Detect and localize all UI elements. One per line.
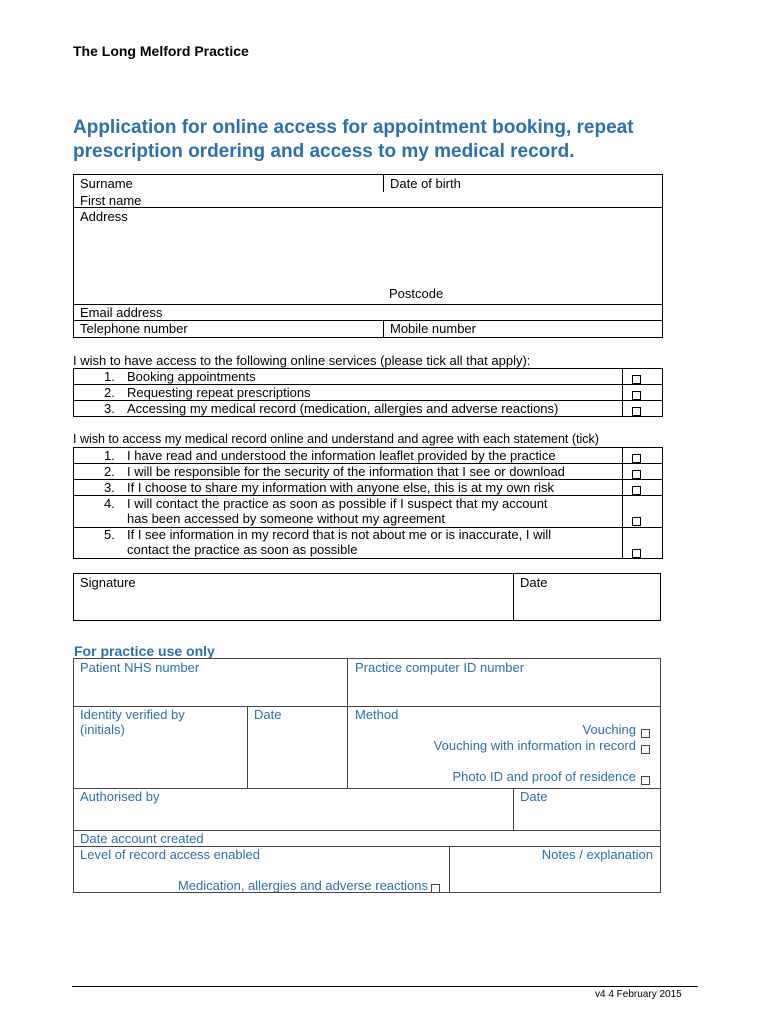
service-num: 1.: [104, 369, 115, 384]
account-created-field[interactable]: Date account created: [80, 831, 204, 846]
address-label[interactable]: Address: [80, 209, 128, 224]
service-num: 3.: [104, 401, 115, 416]
signature-table: [73, 573, 661, 621]
service-record-label: Accessing my medical record (medication, allergies and adverse reactions): [127, 401, 559, 416]
checkbox-record[interactable]: [632, 403, 641, 421]
method-label: Method: [355, 707, 399, 722]
checkbox-icon: [632, 454, 641, 463]
notes-field[interactable]: Notes / explanation: [541, 847, 653, 862]
record-access-level-label: Level of record access enabled: [80, 847, 260, 862]
footer-divider: [72, 986, 698, 987]
photo-id-label: Photo ID and proof of residence: [452, 769, 636, 784]
initials-label: (initials): [80, 722, 125, 737]
vouching-info-label: Vouching with information in record: [433, 738, 636, 753]
checkbox-statement-4[interactable]: [632, 513, 641, 531]
checkbox-icon: [431, 884, 440, 893]
telephone-label[interactable]: Telephone number: [80, 321, 188, 336]
statement-num: 3.: [104, 480, 115, 495]
first-name-label[interactable]: First name: [80, 193, 142, 208]
service-prescriptions-label: Requesting repeat prescriptions: [127, 385, 311, 400]
checkbox-icon: [632, 375, 641, 384]
surname-label[interactable]: Surname: [80, 176, 133, 191]
statement-num: 1.: [104, 448, 115, 463]
version-footer: v4 4 February 2015: [595, 989, 682, 1000]
checkbox-icon: [632, 517, 641, 526]
service-booking-label: Booking appointments: [127, 369, 256, 384]
checkbox-icon: [632, 486, 641, 495]
postcode-label[interactable]: Postcode: [389, 286, 444, 301]
dob-label[interactable]: Date of birth: [390, 176, 461, 191]
checkbox-icon: [632, 470, 641, 479]
statement-num: 5.: [104, 527, 115, 542]
statement-contact-line2: has been accessed by someone without my agreement: [127, 511, 445, 526]
checkbox-icon: [632, 391, 641, 400]
statement-share: If I choose to share my information with anyone else, this is at my own risk: [127, 480, 555, 495]
statements-intro: I wish to access my medical record online and understand and agree with each statement (tick): [73, 432, 599, 446]
checkbox-photo-id[interactable]: [641, 772, 650, 790]
computer-id-field[interactable]: Practice computer ID number: [355, 660, 525, 675]
checkbox-medication-access[interactable]: [431, 880, 440, 898]
checkbox-statement-5[interactable]: [632, 545, 641, 563]
vouching-label: Vouching: [582, 722, 636, 737]
statement-leaflet: I have read and understood the information leaflet provided by the practice: [127, 448, 556, 463]
service-num: 2.: [104, 385, 115, 400]
medication-access-label: Medication, allergies and adverse reactions: [177, 878, 428, 893]
checkbox-icon: [641, 776, 650, 785]
statement-inaccurate-line1: If I see information in my record that is not about me or is inaccurate, I will: [127, 527, 552, 542]
statement-inaccurate-line2: contact the practice as soon as possible: [127, 542, 358, 557]
checkbox-icon: [632, 407, 641, 416]
statement-security: I will be responsible for the security of the information that I see or download: [127, 464, 565, 479]
checkbox-icon: [641, 745, 650, 754]
page-title: Application for online access for appointment booking, repeat prescription ordering and access to my medical record.: [73, 117, 634, 162]
checkbox-icon: [632, 549, 641, 558]
checkbox-vouching-info[interactable]: [641, 741, 650, 759]
statement-num: 2.: [104, 464, 115, 479]
checkbox-icon: [641, 729, 650, 738]
services-intro: I wish to have access to the following online services (please tick all that apply):: [73, 353, 531, 368]
identity-verified-label[interactable]: Identity verified by: [80, 707, 185, 722]
email-label[interactable]: Email address: [80, 305, 163, 320]
checkbox-statement-3[interactable]: [632, 482, 641, 500]
authorised-date-field[interactable]: Date: [520, 789, 548, 804]
practice-use-heading: For practice use only: [74, 643, 215, 659]
statement-contact-line1: I will contact the practice as soon as possible if I suspect that my account: [127, 496, 548, 511]
authorised-by-field[interactable]: Authorised by: [80, 789, 160, 804]
signature-date-field[interactable]: Date: [520, 575, 548, 590]
mobile-label[interactable]: Mobile number: [390, 321, 476, 336]
nhs-number-field[interactable]: Patient NHS number: [80, 660, 200, 675]
practice-name: The Long Melford Practice: [73, 43, 249, 59]
verified-date-field[interactable]: Date: [254, 707, 282, 722]
signature-field[interactable]: Signature: [80, 575, 136, 590]
statement-num: 4.: [104, 496, 115, 511]
